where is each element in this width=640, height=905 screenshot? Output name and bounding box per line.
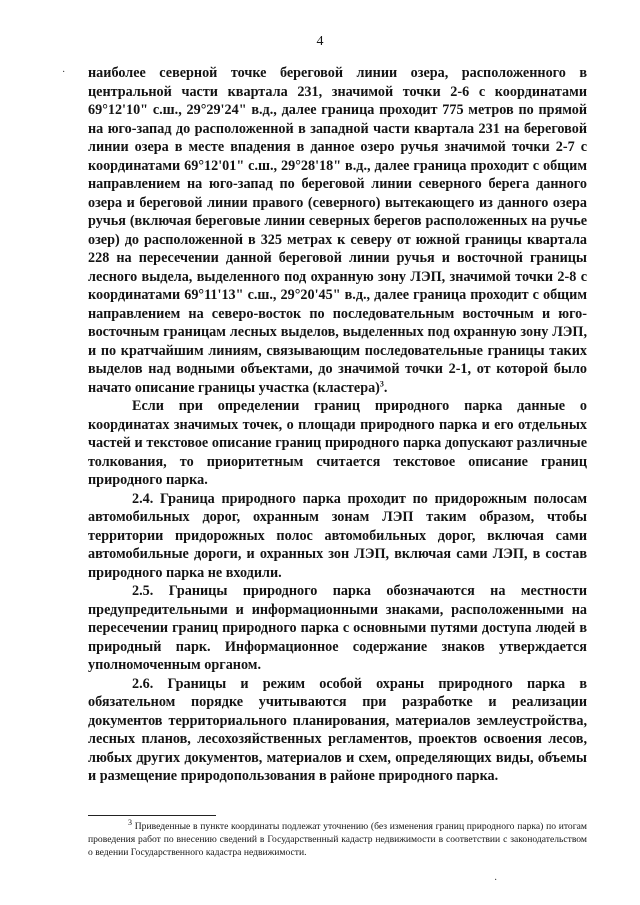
paragraph-priority-rule: Если при определении границ природного парка данные о координатах значимых точек, о площади природного парка и его отдельных частей и текстовое описание границ природного парка допускают различные толкования, то приоритетным считается текстовое описание границ природного парка. bbox=[88, 398, 587, 488]
paragraph-2-4: 2.4. Граница природного парка проходит по придорожным полосам автомобильных дорог, охранным зонам ЛЭП таким образом, чтобы территории придорожных полос автомобильных дорог, включая сами автомобильные дороги, и охранных зон ЛЭП, включая сами ЛЭП, в состав природного парка не входили. bbox=[88, 490, 587, 581]
sentence-end: . bbox=[383, 379, 388, 396]
scan-speck: · bbox=[494, 875, 498, 886]
footnote bbox=[88, 817, 587, 859]
scan-speck: · bbox=[62, 67, 66, 78]
footnote-marker: 3 bbox=[128, 817, 132, 827]
document-body bbox=[88, 64, 587, 786]
paragraph-boundary-description bbox=[88, 64, 587, 397]
footnote-separator bbox=[88, 815, 216, 816]
footnote-reference: 3 bbox=[379, 378, 384, 388]
paragraph-2-6: 2.6. Границы и режим особой охраны природного парка в обязательном порядке учитываются при разработке и реализации документов территориального планирования, материалов землеустройства, лесных планов, лесохозяйственных регламентов, проектов освоения лесов, любых других документов, материалов и схем, определяющих виды, объемы и размещение природопользования в районе природного парка. bbox=[88, 675, 587, 784]
footnote-text: Приведенные в пункте координаты подлежат уточнению (без изменения границ природного парка) по итогам проведения работ по внесению сведений в Государственный кадастр недвижимости в соответствии с законодательством о ведении Государственного кадастра недвижимости. bbox=[88, 821, 587, 858]
page-number: 4 bbox=[316, 34, 324, 49]
paragraph-2-5: 2.5. Границы природного парка обозначаются на местности предупредительными и информационными знаками, расположенными на пересечении границ природного парка с основными путями доступа людей в природный парк. Информационное содержание знаков утверждается уполномоченным органом. bbox=[88, 583, 587, 673]
paragraph-text: наиболее северной точке береговой линии озера, расположенного в центральной части квартала 231, значимой точки 2-6 с координатами 69°12'10" с.ш., 29°29'24" в.д., далее граница проходит 775 метров по прямой на юго-запад до расположенной в западной части квартала 231 на береговой линии озера в месте впадения в данное озеро ручья значимой точки 2-7 с координатами 69°12'01" с.ш., 29°28'18" в.д., далее граница проходит с общим направлением на юго-запад по береговой линии северного берега данного озера и береговой линии правого (северного) вытекающего из данного озера ручья (включая береговые линии северных берегов расположенных на ручье озер) до расположенной в 325 метрах к северу от южной границы квартала 228 на пересечении данной береговой линии ручья и восточной границы лесного выдела, выделенного под охранную зону ЛЭП, значимой точки 2-8 с координатами 69°11'13" с.ш., 29°20'45" в.д., далее граница проходит с общим направлением на северо-восток по последовательным восточным и юго-восточным границам лесных выделов, выделенных под охранную зону ЛЭП, и по кратчайшим линиям, связывающим последовательные границы таких выделов над водными объектами, до значимой точки 2-1, от которой было начато описание границы участка (кластера) bbox=[88, 65, 587, 396]
